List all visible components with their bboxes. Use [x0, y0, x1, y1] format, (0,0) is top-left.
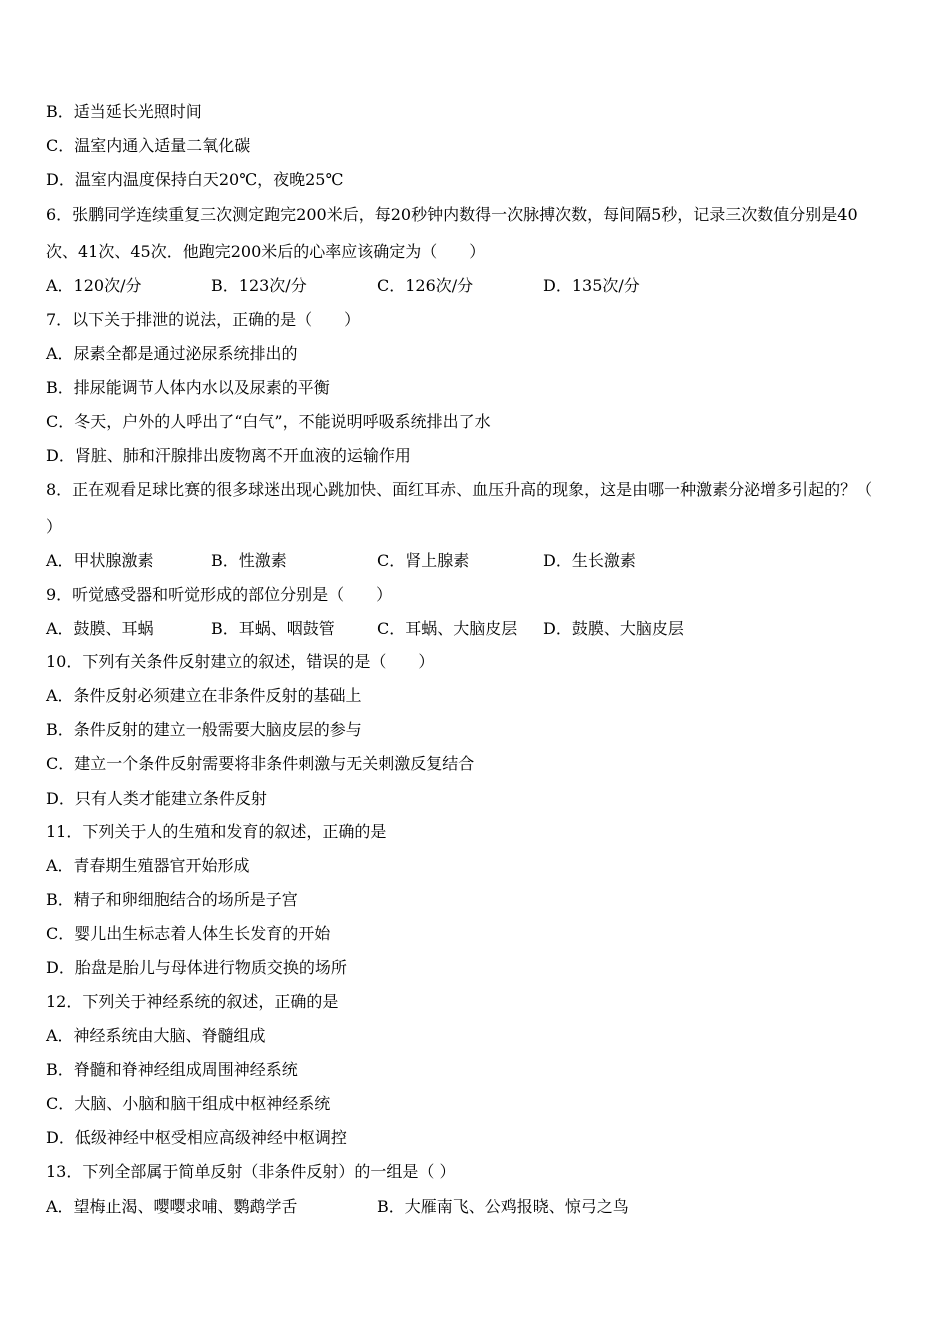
- q11-option-d: D．胎盘是胎儿与母体进行物质交换的场所: [46, 958, 347, 977]
- q8-option-b: B．性激素: [211, 551, 287, 570]
- q13-option-a: A．望梅止渴、嘤嘤求哺、鹦鹉学舌: [46, 1197, 298, 1216]
- q8-option-a: A．甲状腺激素: [46, 551, 154, 570]
- q11-option-a: A．青春期生殖器官开始形成: [46, 856, 250, 875]
- q5-option-b: B．适当延长光照时间: [46, 102, 202, 121]
- q6-option-d: D．135次/分: [543, 276, 640, 295]
- q9-option-a: A．鼓膜、耳蜗: [46, 619, 154, 638]
- q9-option-c: C．耳蜗、大脑皮层: [377, 619, 518, 638]
- q10-option-b: B．条件反射的建立一般需要大脑皮层的参与: [46, 720, 362, 739]
- q7-option-b: B．排尿能调节人体内水以及尿素的平衡: [46, 378, 330, 397]
- q5-option-d: D．温室内温度保持白天20℃，夜晚25℃: [46, 170, 344, 189]
- q8-options: [46, 551, 926, 571]
- q8-stem-line2: ）: [46, 517, 63, 536]
- q11-option-c: C．婴儿出生标志着人体生长发育的开始: [46, 924, 331, 943]
- q11-stem: 11．下列关于人的生殖和发育的叙述，正确的是: [46, 822, 387, 841]
- q6-option-c: C．126次/分: [377, 276, 474, 295]
- q8-option-c: C．肾上腺素: [377, 551, 470, 570]
- q11-option-b: B．精子和卵细胞结合的场所是子宫: [46, 890, 298, 909]
- q12-stem: 12．下列关于神经系统的叙述，正确的是: [46, 992, 339, 1011]
- q7-option-a: A．尿素全都是通过泌尿系统排出的: [46, 344, 298, 363]
- q13-stem: 13．下列全部属于简单反射（非条件反射）的一组是（ ）: [46, 1162, 456, 1181]
- q6-option-b: B．123次/分: [211, 276, 307, 295]
- q12-option-d: D．低级神经中枢受相应高级神经中枢调控: [46, 1128, 347, 1147]
- q6-option-a: A．120次/分: [46, 276, 142, 295]
- q7-option-d: D．肾脏、肺和汗腺排出废物离不开血液的运输作用: [46, 446, 411, 465]
- q12-option-b: B．脊髓和脊神经组成周围神经系统: [46, 1060, 298, 1079]
- q13-options: [46, 1197, 926, 1217]
- q7-stem: 7．以下关于排泄的说法，正确的是（ ）: [46, 310, 361, 329]
- q5-option-c: C．温室内通入适量二氧化碳: [46, 136, 251, 155]
- q8-stem-line1: 8．正在观看足球比赛的很多球迷出现心跳加快、面红耳赤、血压升高的现象，这是由哪一种激素分泌增多引起的？（: [46, 480, 873, 499]
- q6-stem-line2: 次、41次、45次．他跑完200米后的心率应该确定为（ ）: [46, 242, 486, 261]
- q6-options: [46, 276, 926, 296]
- q13-option-b: B．大雁南飞、公鸡报晓、惊弓之鸟: [377, 1197, 629, 1216]
- q9-options: [46, 619, 926, 639]
- q10-option-a: A．条件反射必须建立在非条件反射的基础上: [46, 686, 362, 705]
- q10-option-d: D．只有人类才能建立条件反射: [46, 789, 267, 808]
- q10-stem: 10．下列有关条件反射建立的叙述，错误的是（ ）: [46, 652, 435, 671]
- q9-option-b: B．耳蜗、咽鼓管: [211, 619, 335, 638]
- q10-option-c: C．建立一个条件反射需要将非条件刺激与无关刺激反复结合: [46, 754, 475, 773]
- q8-option-d: D．生长激素: [543, 551, 636, 570]
- q7-option-c: C．冬天，户外的人呼出了“白气”，不能说明呼吸系统排出了水: [46, 412, 491, 431]
- q9-option-d: D．鼓膜、大脑皮层: [543, 619, 684, 638]
- q9-stem: 9．听觉感受器和听觉形成的部位分别是（ ）: [46, 585, 393, 604]
- q6-stem-line1: 6．张鹏同学连续重复三次测定跑完200米后，每20秒钟内数得一次脉搏次数，每间隔5秒，记录三次数值分别是40: [46, 205, 858, 224]
- q12-option-a: A．神经系统由大脑、脊髓组成: [46, 1026, 266, 1045]
- q12-option-c: C．大脑、小脑和脑干组成中枢神经系统: [46, 1094, 331, 1113]
